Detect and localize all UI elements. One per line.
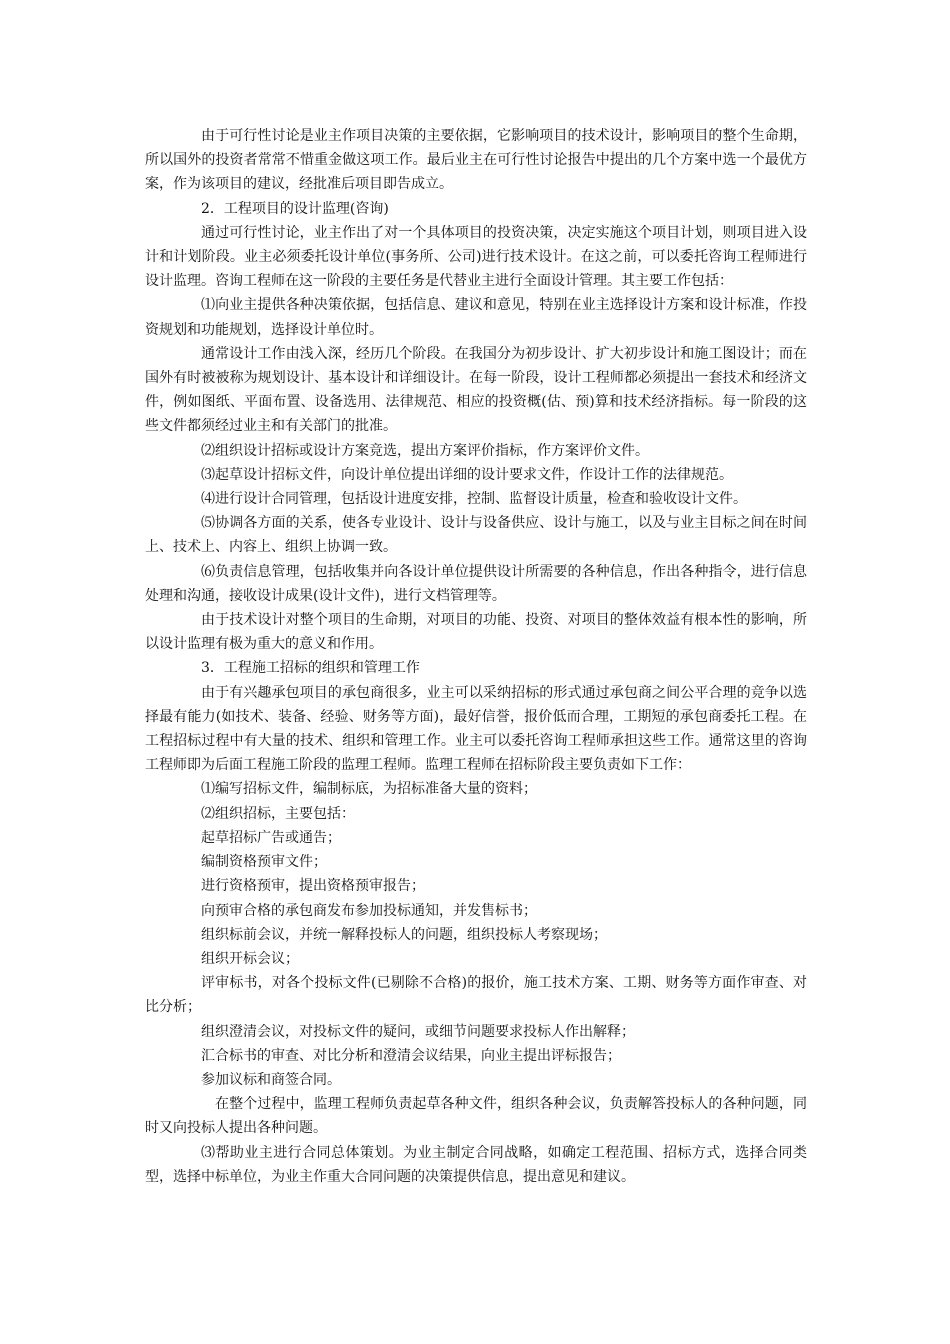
- paragraph-design-importance: 由于技术设计对整个项目的生命期，对项目的功能、投资、对项目的整体效益有根本性的影响，所以设计监理有极为重大的意义和作用。: [145, 612, 807, 653]
- list-item-design-4: ⑷进行设计合同管理，包括设计进度安排，控制、监督设计质量，检查和验收设计文件。: [201, 491, 747, 508]
- paragraph-design-intro: 通过可行性讨论，业主作出了对一个具体项目的投资决策，决定实施这个项目计划，则项目进入设计和计划阶段。业主必须委托设计单位(事务所、公司)进行技术设计。在这之前，可以委托咨询工程师进行设计监理。咨询工程师在这一阶段的主要任务是代替业主进行全面设计管理。其主要工作包括：: [145, 224, 807, 290]
- sub-item-prequalification: 进行资格预审，提出资格预审报告；: [201, 878, 425, 895]
- sub-item-bid-evaluation: 评审标书，对各个投标文件(已剔除不合格)的报价，施工技术方案、工期、财务等方面作审查、对比分析；: [145, 975, 807, 1016]
- paragraph-tendering-intro: 由于有兴趣承包项目的承包商很多，业主可以采纳招标的形式通过承包商之间公平合理的竞争以选择最有能力(如技术、装备、经验、财务等方面)，最好信誉，报价低而合理，工期短的承包商委托工程。在工程招标过程中有大量的技术、组织和管理工作。业主可以委托咨询工程师承担这些工作。通常这里的咨询工程师即为后面工程施工阶段的监理工程师。监理工程师在招标阶段主要负责如下工作：: [145, 684, 807, 774]
- paragraph-feasibility-summary: 由于可行性讨论是业主作项目决策的主要依据，它影响项目的技术设计，影响项目的整个生命期，所以国外的投资者常常不惜重金做这项工作。最后业主在可行性讨论报告中提出的几个方案中选一个最优方案，作为该项目的建议，经批准后项目即告成立。: [145, 128, 807, 193]
- list-item-tender-2: ⑵组织招标，主要包括：: [201, 805, 355, 822]
- sub-item-pre-bid-meeting: 组织标前会议，并统一解释投标人的问题，组织投标人考察现场；: [201, 926, 607, 943]
- list-item-tender-3: ⑶帮助业主进行合同总体策划。为业主制定合同战略，如确定工程范围、招标方式，选择合同类型，选择中标单位，为业主作重大合同问题的决策提供信息，提出意见和建议。: [145, 1144, 807, 1185]
- list-item-design-2: ⑵组织设计招标或设计方案竞选，提出方案评价指标，作方案评价文件。: [201, 442, 649, 459]
- list-item-design-6: ⑹负责信息管理，包括收集并向各设计单位提供设计所需要的各种信息，作出各种指令，进行信息处理和沟通，接收设计成果(设计文件)，进行文档管理等。: [145, 563, 807, 604]
- list-item-design-1: ⑴向业主提供各种决策依据，包括信息、建议和意见，特别在业主选择设计方案和设计标准，作投资规划和功能规划，选择设计单位时。: [145, 297, 807, 338]
- sub-item-prequalification-docs: 编制资格预审文件；: [201, 854, 327, 871]
- sub-item-draft-notice: 起草招标广告或通告；: [201, 829, 341, 846]
- document-body: [145, 124, 807, 1189]
- sub-item-contract-signing: 参加议标和商签合同。: [201, 1071, 341, 1088]
- list-item-design-5: ⑸协调各方面的关系，使各专业设计、设计与设备供应、设计与施工，以及与业主目标之间在时间上、技术上、内容上、组织上协调一致。: [145, 515, 807, 556]
- sub-item-bid-opening: 组织开标会议；: [201, 950, 299, 967]
- list-item-design-3: ⑶起草设计招标文件，向设计单位提出详细的设计要求文件，作设计工作的法律规范。: [201, 466, 733, 483]
- section-heading-tendering: 3．工程施工招标的组织和管理工作: [201, 660, 420, 677]
- sub-item-issue-invitation: 向预审合格的承包商发布参加投标通知，并发售标书；: [201, 902, 537, 919]
- sub-item-clarification: 组织澄清会议，对投标文件的疑问，或细节问题要求投标人作出解释；: [201, 1023, 635, 1040]
- list-item-tender-1: ⑴编写招标文件，编制标底，为招标准备大量的资料；: [201, 781, 537, 798]
- sub-item-evaluation-report: 汇合标书的审查、对比分析和澄清会议结果，向业主提出评标报告；: [201, 1047, 621, 1064]
- paragraph-design-stages: 通常设计工作由浅入深，经历几个阶段。在我国分为初步设计、扩大初步设计和施工图设计；而在国外有时被被称为规划设计、基本设计和详细设计。在每一阶段，设计工程师都必须提出一套技术和经济文件，例如图纸、平面布置、设备选用、法律规范、相应的投资概(估、预)算和技术经济指标。每一阶段的这些文件都须经过业主和有关部门的批准。: [145, 345, 807, 435]
- section-heading-design-supervision: 2．工程项目的设计监理(咨询): [201, 200, 389, 217]
- paragraph-engineer-role: 在整个过程中，监理工程师负责起草各种文件，组织各种会议，负责解答投标人的各种问题，同时又向投标人提出各种问题。: [145, 1096, 807, 1137]
